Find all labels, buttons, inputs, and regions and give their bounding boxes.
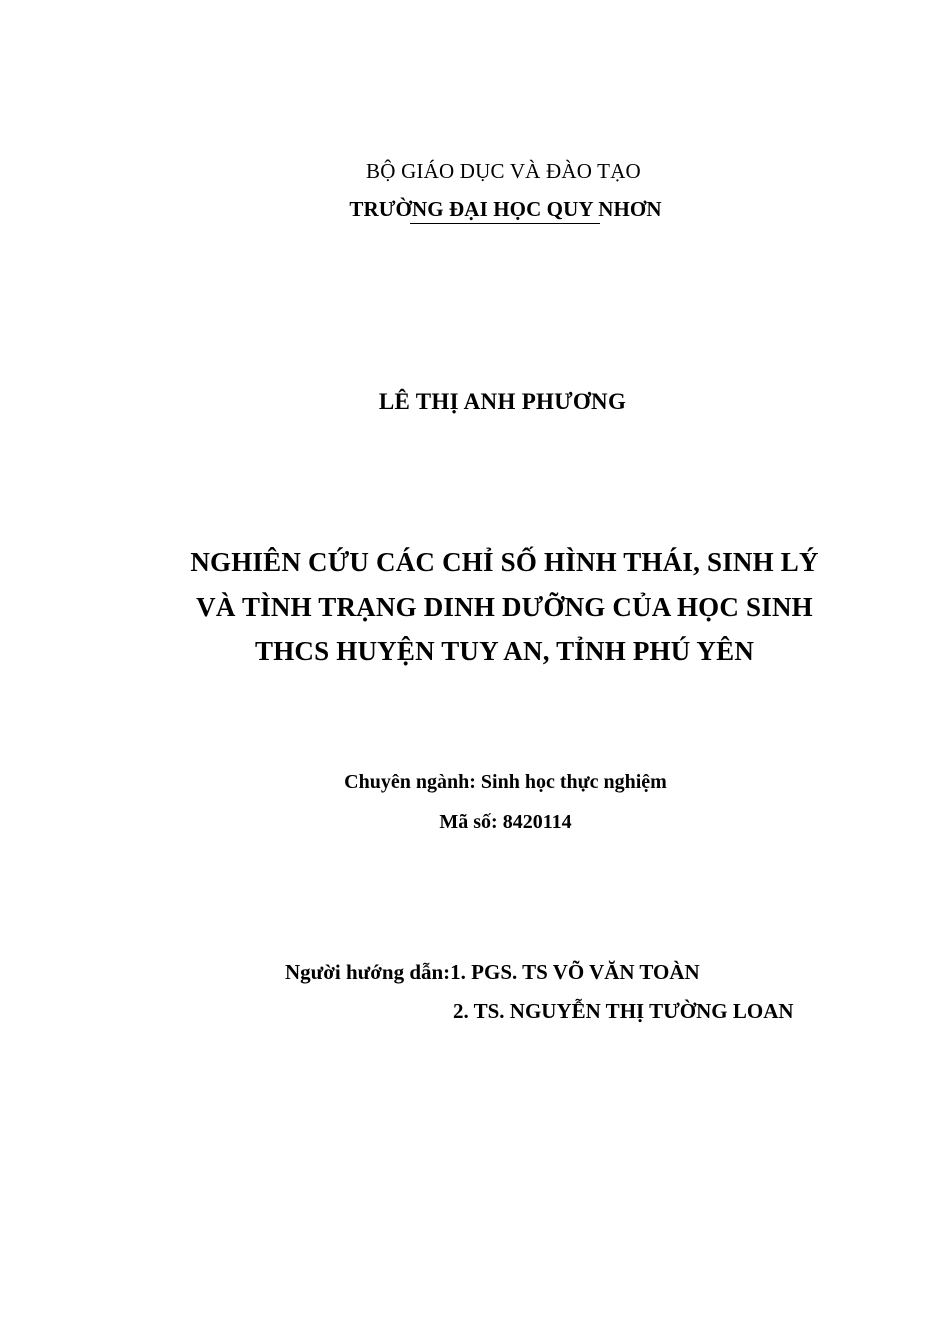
major-code: Mã số: 8420114 <box>439 811 572 833</box>
major-field: Chuyên ngành: Sinh học thực nghiệm <box>344 771 667 793</box>
author-name: LÊ THỊ ANH PHƯƠNG <box>378 389 627 414</box>
university-name: TRƯỜNG ĐẠI HỌC QUY NHƠN <box>349 197 662 221</box>
university-underline <box>410 223 600 224</box>
thesis-title-line: THCS HUYỆN TUY AN, TỈNH PHÚ YÊN <box>254 636 755 666</box>
advisor-line-1: Người hướng dẫn:1. PGS. TS VÕ VĂN TOÀN <box>285 960 700 984</box>
thesis-title-line: VÀ TÌNH TRẠNG DINH DƯỠNG CỦA HỌC SINH <box>196 591 813 622</box>
advisor-line-2: 2. TS. NGUYỄN THỊ TƯỜNG LOAN <box>453 999 794 1023</box>
ministry-name: BỘ GIÁO DỤC VÀ ĐÀO TẠO <box>366 159 641 183</box>
thesis-title <box>140 540 869 674</box>
thesis-title-line: NGHIÊN CỨU CÁC CHỈ SỐ HÌNH THÁI, SINH LÝ <box>190 547 819 577</box>
